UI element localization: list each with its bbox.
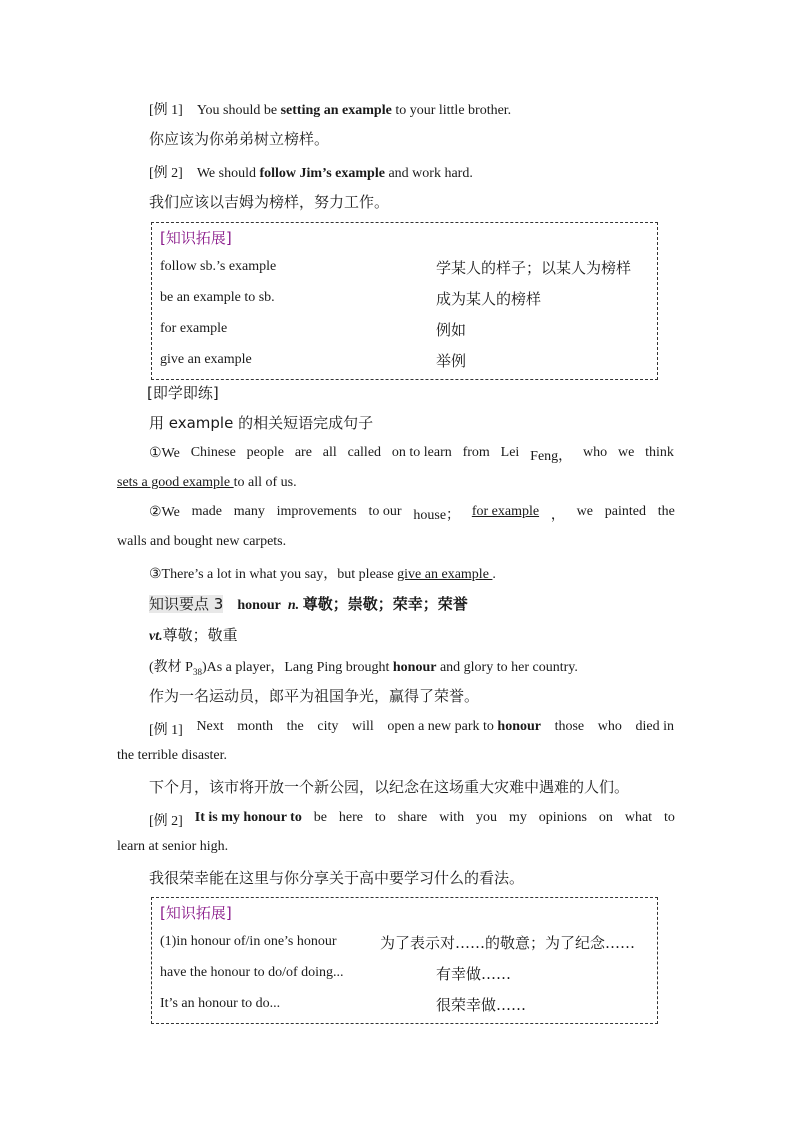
question-1 — [149, 445, 674, 465]
phrase-en: have the honour to do/of doing... — [160, 965, 344, 980]
practice-instruction: 用 example 的相关短语完成句子 — [149, 414, 374, 432]
example-tag: [例 2] — [149, 814, 183, 829]
practice-title: [即学即练] — [147, 384, 219, 402]
phrase-zh: 例如 — [436, 321, 467, 339]
example-1: [例 1] You should be setting an example to your little brother. — [149, 103, 512, 118]
phrase-zh: 有幸做…… — [436, 965, 512, 983]
example-2: [例 2] We should follow Jim’s example and work hard. — [149, 166, 473, 181]
key-point-vt: vt.尊敬；敬重 — [149, 626, 238, 644]
key-phrase: honour — [392, 660, 437, 675]
example-tag: [例 2] — [149, 166, 183, 181]
example-tag: [例 1] — [149, 723, 183, 738]
knowledge-extension-box — [151, 897, 658, 1024]
box-title: [知识拓展] — [160, 229, 232, 247]
phrase-zh: 举例 — [436, 352, 467, 370]
phrase-en: for example — [160, 321, 228, 336]
phrase-en: be an example to sb. — [160, 290, 275, 305]
part-of-speech: n. — [287, 598, 300, 613]
knowledge-extension-box — [151, 222, 658, 380]
key-phrase: It is my honour to — [194, 810, 302, 825]
key-phrase: follow Jim’s example — [259, 166, 385, 181]
example-4-translation: 我很荣幸能在这里与你分享关于高中要学习什么的看法。 — [149, 869, 525, 887]
example-2-translation: 我们应该以吉姆为榜样，努力工作。 — [149, 193, 390, 211]
question-1-line: ①We Chinese people are all called on to learn from Lei Feng， who we think — [149, 445, 674, 464]
question-2-cont: walls and bought new carpets. — [117, 534, 287, 549]
key-point-heading: 知识要点 3 honour n. 尊敬；崇敬；荣幸；荣誉 — [149, 595, 468, 613]
key-point-label: 知识要点 3 — [149, 595, 224, 613]
example-1-translation: 你应该为你弟弟树立榜样。 — [149, 130, 330, 148]
phrase-zh: 很荣幸做…… — [436, 996, 527, 1014]
phrase-en: give an example — [160, 352, 252, 367]
box-title: [知识拓展] — [160, 904, 232, 922]
question-1-cont: sets a good example to all of us. — [117, 475, 297, 490]
example-3: [例 1] Next month the city will open a new park to honour those who died in — [149, 719, 674, 738]
textbook-example: (教材 $P_{38})As$ a player，Lang Ping brought honour and glory to her country. — [149, 660, 578, 677]
example-3-translation: 下个月，该市将开放一个新公园，以纪念在这场重大灾难中遇难的人们。 — [149, 778, 630, 796]
example-3-cont: the terrible disaster. — [117, 748, 228, 763]
phrase-zh: 学某人的样子；以某人为榜样 — [436, 259, 632, 277]
question-3: ③There’s a lot in what you say，but please give an example . — [149, 567, 496, 582]
textbook-translation: 作为一名运动员，郎平为祖国争光，赢得了荣誉。 — [149, 687, 480, 705]
example-tag: [例 1] — [149, 103, 183, 118]
answer-blank: sets a good example — [117, 475, 234, 490]
question-2: ②We made many improvements to our house； for example ， we painted the — [149, 504, 675, 523]
headword: honour — [237, 598, 281, 613]
part-of-speech: vt. — [149, 629, 163, 644]
phrase-en: It’s an honour to do... — [160, 996, 281, 1011]
phrase-en: (1)in honour of/in one’s honour — [160, 934, 337, 949]
answer-blank: give an example — [397, 567, 493, 582]
key-phrase: honour — [497, 719, 541, 734]
phrase-zh: 为了表示对……的敬意；为了纪念…… — [380, 934, 636, 952]
phrase-zh: 成为某人的榜样 — [436, 290, 542, 308]
key-phrase: setting an example — [280, 103, 392, 118]
answer-blank: for example — [471, 504, 540, 519]
example-4-cont: learn at senior high. — [117, 839, 229, 854]
example-4: [例 2] It is my honour to be here to share with you my opinions on what to — [149, 810, 675, 829]
phrase-en: follow sb.’s example — [160, 259, 277, 274]
